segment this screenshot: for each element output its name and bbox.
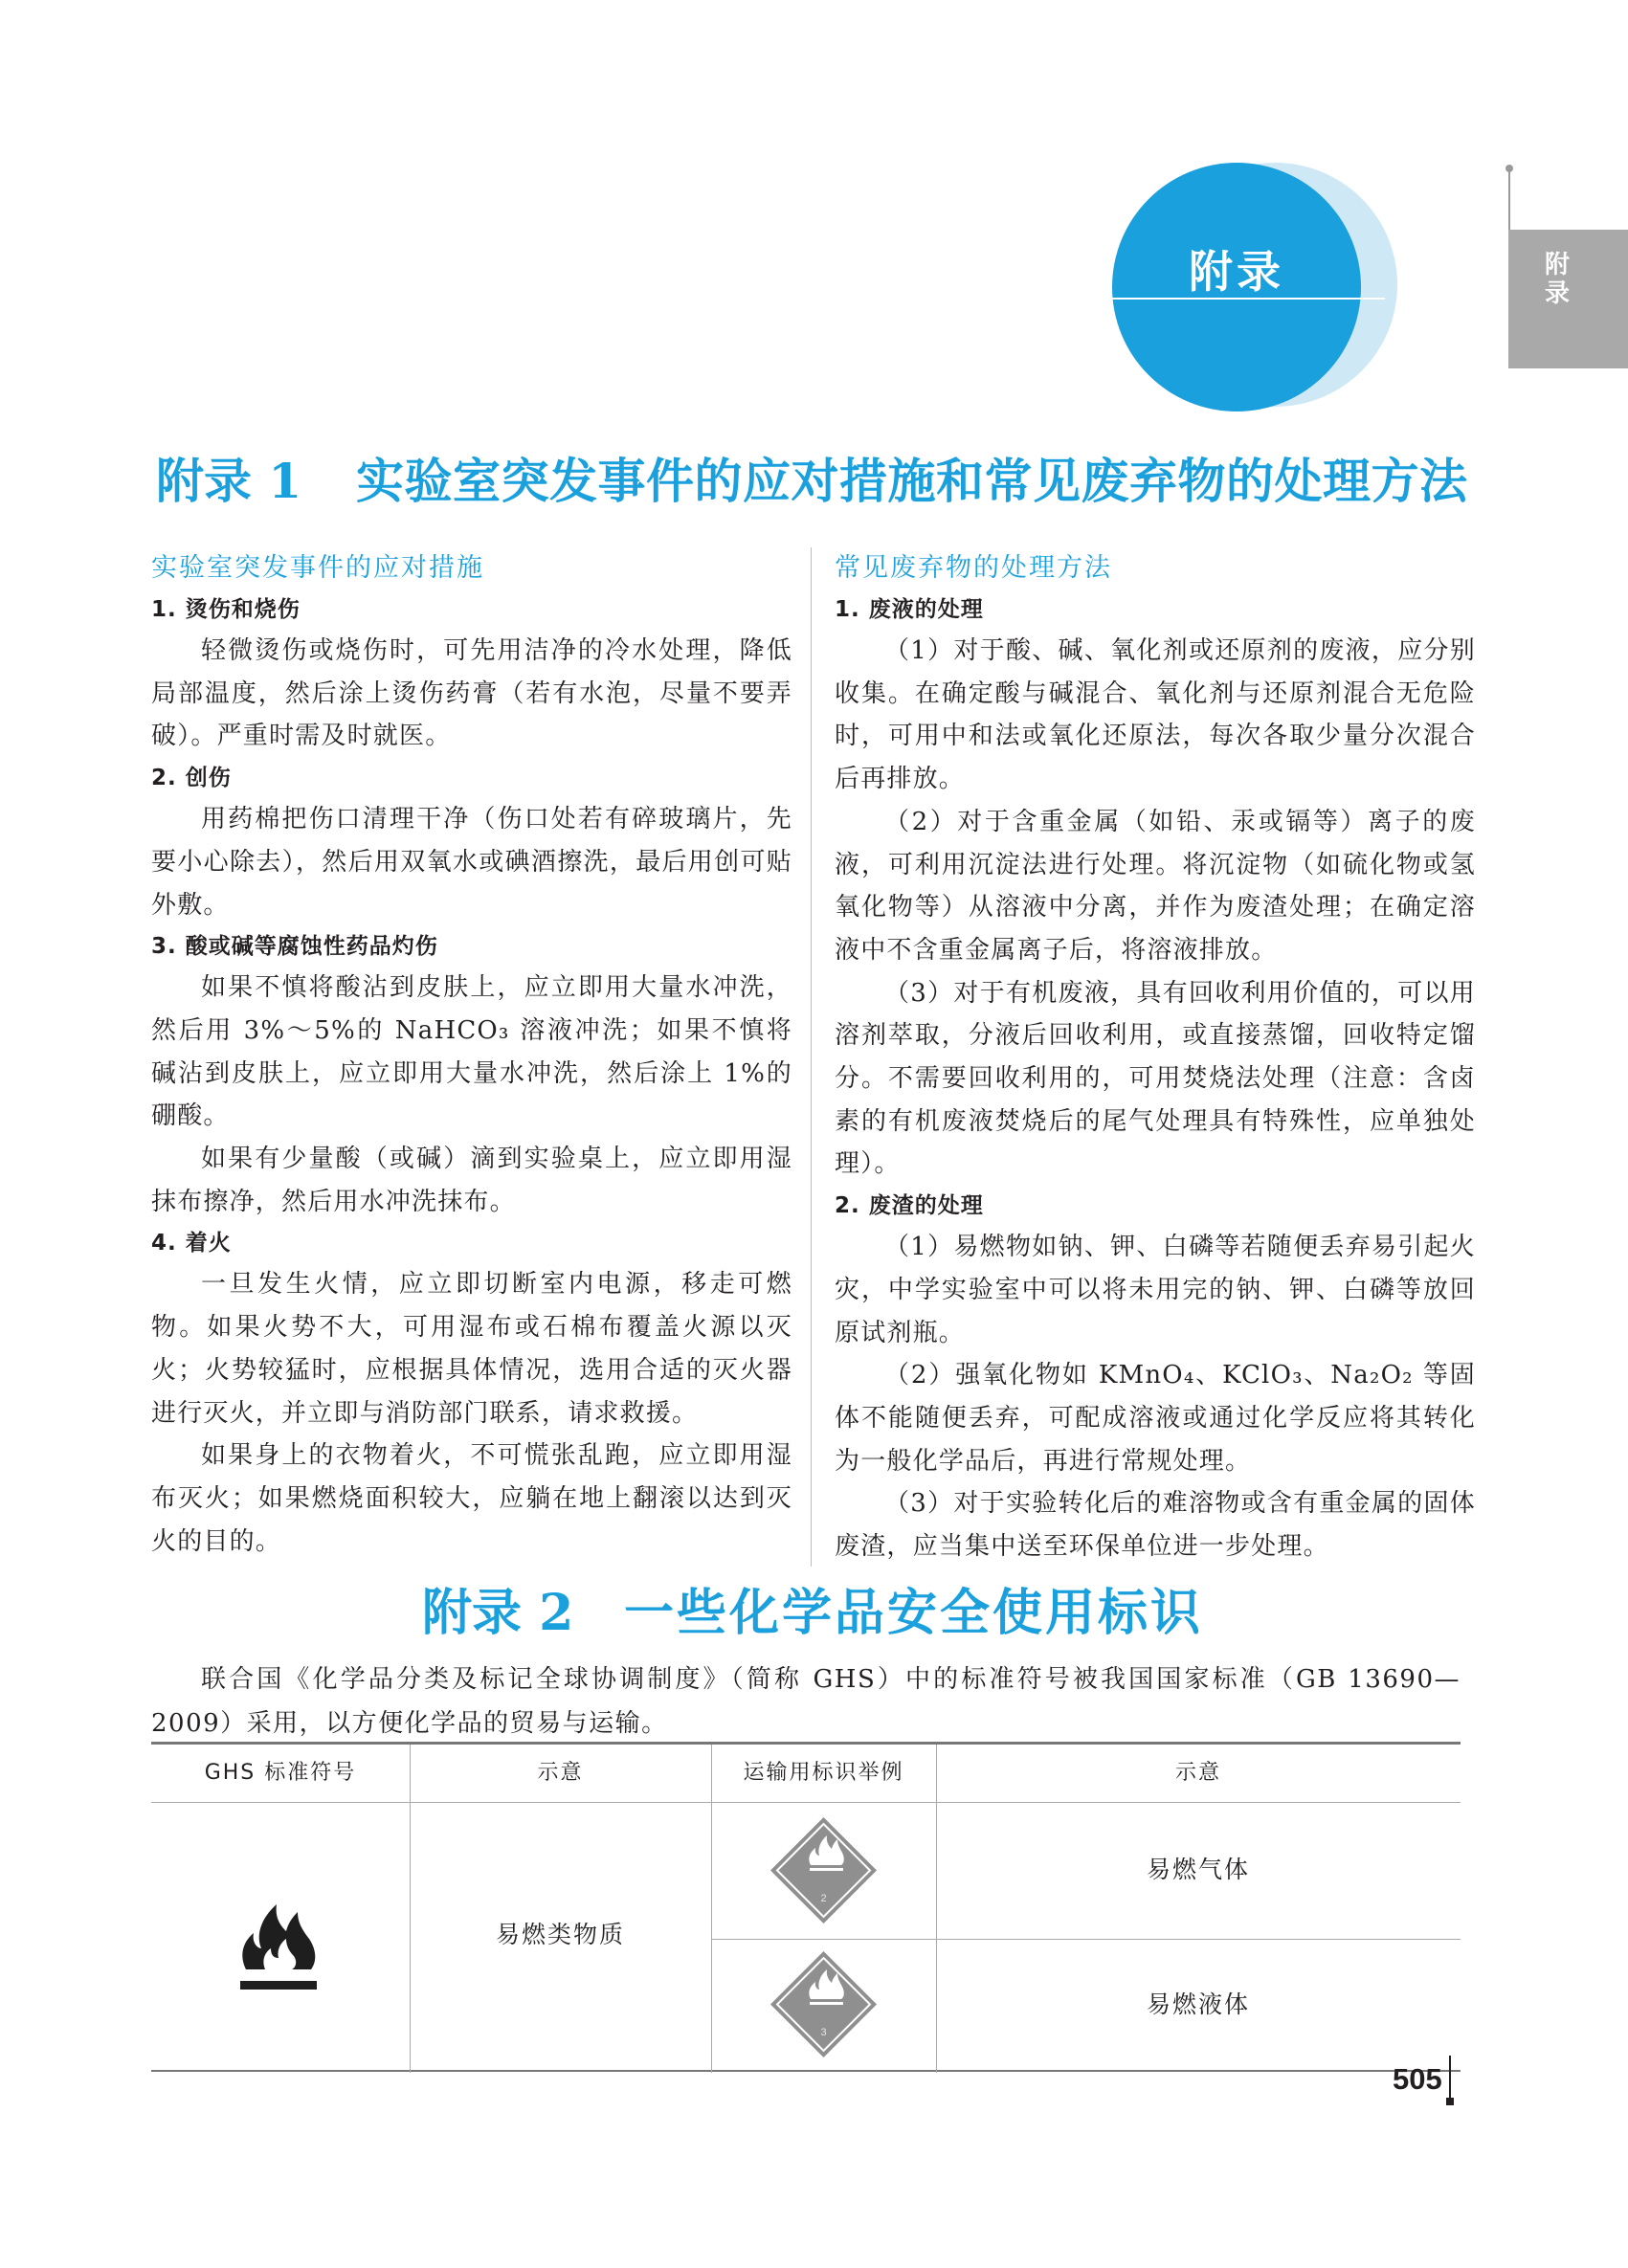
paragraph: （2）对于含重金属（如铅、汞或镉等）离子的废液，可利用沉淀法进行处理。将沉淀物（如硫化物或氢氧化物等）从溶液中分离，并作为废渣处理；在确定溶液中不含重金属离子后，将溶液排放。	[835, 807, 1476, 965]
column-divider	[811, 547, 812, 1567]
paragraph: 用药棉把伤口清理干净（伤口处若有碎玻璃片，先要小心除去），然后用双氧水或碘酒擦洗，最后用创可贴外敷。	[151, 805, 792, 920]
transport-meaning-liquid: 易燃液体	[1146, 1990, 1250, 2018]
side-tab-line	[1508, 170, 1510, 230]
badge-label: 附录	[1189, 246, 1284, 298]
table-header-ghs: GHS 标准符号	[204, 1761, 357, 1785]
appendix2-title: 一些化学品安全使用标识	[624, 1584, 1204, 1642]
appendix1-number: 附录 1	[156, 453, 302, 509]
paragraph: 如果不慎将酸沾到皮肤上，应立即用大量水冲洗，然后用 3%～5%的 NaHCO₃ 溶液冲洗；如果不慎将碱沾到皮肤上，应立即用大量水冲洗，然后涂上 1%的硼酸。	[151, 973, 792, 1131]
table-row-line	[711, 1939, 1461, 1940]
table-header-transport: 运输用标识举例	[743, 1761, 904, 1785]
paragraph: （1）易燃物如钠、钾、白磷等若随便丢弃易引起火灾，中学实验室中可以将未用完的钠、钾、白磷等放回原试剂瓶。	[835, 1233, 1476, 1347]
table-header-meaning: 示意	[537, 1761, 584, 1785]
appendix2-number: 附录 2	[422, 1584, 574, 1642]
table-vline	[936, 1745, 937, 2073]
right-column	[835, 547, 1476, 1568]
transport-meaning-gas: 易燃气体	[1146, 1856, 1250, 1883]
appendix2-intro: 联合国《化学品分类及标记全球协调制度》（简称 GHS）中的标准符号被我国国家标准（GB 13690—2009）采用，以方便化学品的贸易与运输。	[151, 1665, 1461, 1738]
side-tab-label: 附录	[1545, 251, 1571, 308]
table-vline	[711, 1745, 712, 2073]
subsection-title: 1. 废液的处理	[835, 597, 984, 622]
section-title: 实验室突发事件的应对措施	[151, 553, 484, 583]
appendix-badge	[1101, 161, 1407, 419]
flame-diamond-icon	[769, 1815, 879, 1925]
paragraph: （1）对于酸、碱、氧化剂或还原剂的废液，应分别收集。在确定酸与碱混合、氧化剂与还原剂混合无危险时，可用中和法或氧化还原法，每次各取少量分次混合后再排放。	[835, 636, 1476, 794]
paragraph: （3）对于有机废液，具有回收利用价值的，可以用溶剂萃取，分液后回收利用，或直接蒸馏，回收特定馏分。不需要回收利用的，可用焚烧法处理（注意：含卤素的有机废液焚烧后的尾气处理具有特殊性，应单独处理）。	[835, 978, 1476, 1179]
ghs-meaning: 易燃类物质	[495, 1921, 625, 1948]
section-title: 常见废弃物的处理方法	[835, 553, 1112, 583]
paragraph: （3）对于实验转化后的难溶物或含有重金属的固体废渣，应当集中送至环保单位进一步处理。	[835, 1489, 1476, 1562]
paragraph: 如果有少量酸（或碱）滴到实验桌上，应立即用湿抹布擦净，然后用水冲洗抹布。	[151, 1145, 792, 1216]
ghs-table	[151, 1742, 1461, 2072]
page-number-bar	[1449, 2056, 1451, 2100]
table-header-line	[151, 1802, 1461, 1803]
appendix1-title: 实验室突发事件的应对措施和常见废弃物的处理方法	[356, 453, 1468, 509]
subsection-title: 2. 废渣的处理	[835, 1193, 984, 1219]
paragraph: 一旦发生火情，应立即切断室内电源，移走可燃物。如果火势不大，可用湿布或石棉布覆盖火源以灭火；火势较猛时，应根据具体情况，选用合适的灭火器进行灭火，并立即与消防部门联系，请求救援。	[151, 1270, 792, 1428]
paragraph: 轻微烫伤或烧伤时，可先用洁净的冷水处理，降低局部温度，然后涂上烫伤药膏（若有水泡，尽量不要弄破）。严重时需及时就医。	[151, 636, 792, 751]
flame-diamond-icon	[769, 1949, 879, 2059]
page-number-square	[1446, 2098, 1454, 2105]
paragraph: 如果身上的衣物着火，不可慌张乱跑，应立即用湿布灭火；如果燃烧面积较大，应躺在地上翻滚以达到灭火的目的。	[151, 1441, 792, 1556]
table-vline	[410, 1745, 411, 2073]
subsection-title: 2. 创伤	[151, 766, 232, 791]
page-number: 505	[1393, 2062, 1442, 2096]
side-tab	[1508, 230, 1628, 368]
transport-class-number: 3	[820, 2027, 827, 2038]
table-header-transport-meaning: 示意	[1174, 1761, 1221, 1785]
subsection-title: 3. 酸或碱等腐蚀性药品灼伤	[151, 934, 438, 960]
transport-class-number: 2	[820, 1893, 827, 1904]
paragraph: （2）强氧化物如 KMnO₄、KClO₃、Na₂O₂ 等固体不能随便丢弃，可配成溶液或通过化学反应将其转化为一般化学品后，再进行常规处理。	[835, 1361, 1476, 1476]
subsection-title: 1. 烫伤和烧伤	[151, 597, 301, 622]
subsection-title: 4. 着火	[151, 1231, 232, 1256]
left-column	[151, 547, 792, 1563]
flame-icon	[233, 1893, 324, 1996]
